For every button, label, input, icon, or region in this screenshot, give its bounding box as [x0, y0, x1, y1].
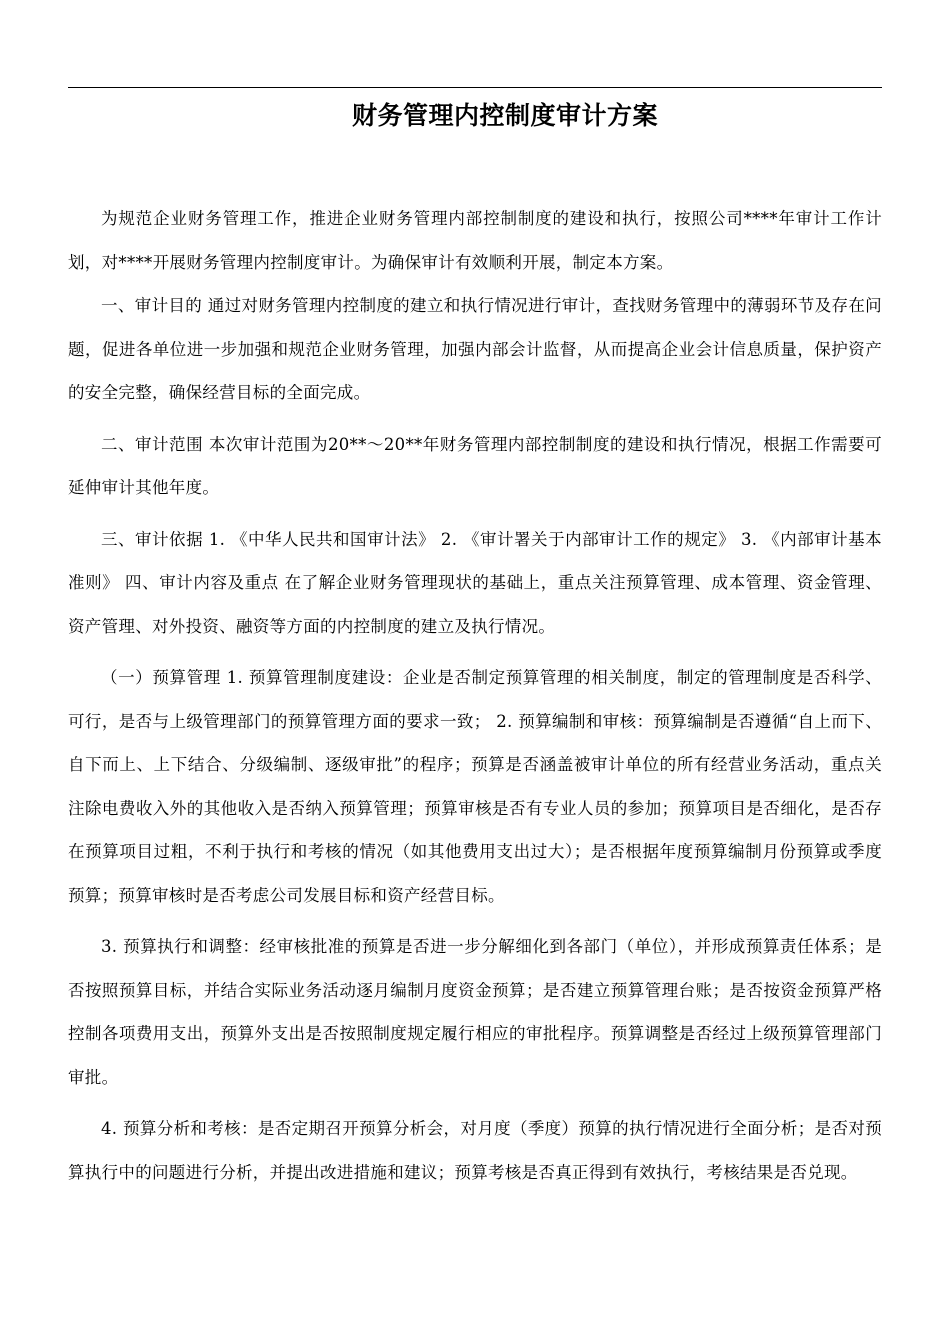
section-audit-basis: 三、审计依据 1. 《中华人民共和国审计法》 2. 《审计署关于内部审计工作的规定》 3. 《内部审计基本准则》 四、审计内容及重点 在了解企业财务管理现状的基础上，重点关注预算管理、成本管理、资金管理、资产管理、对外投资、融资等方面的内控制度的建立及执行情况。	[68, 529, 882, 636]
section-budget-execution: 3. 预算执行和调整：经审核批准的预算是否进一步分解细化到各部门（单位），并形成预算责任体系；是否按照预算目标，并结合实际业务活动逐月编制月度资金预算；是否建立预算管理台账；是否按资金预算严格控制各项费用支出，预算外支出是否按照制度规定履行相应的审批程序。预算调整是否经过上级预算管理部门审批。	[68, 937, 882, 1087]
section-budget-management: （一）预算管理 1. 预算管理制度建设：企业是否制定预算管理的相关制度，制定的管理制度是否科学、可行，是否与上级管理部门的预算管理方面的要求一致； 2. 预算编制和审核：预算编制是否遵循“自上而下、自下而上、上下结合、分级编制、逐级审批”的程序；预算是否涵盖被审计单位的所有经营业务活动，重点关注除电费收入外的其他收入是否纳入预算管理；预算审核是否有专业人员的参加；预算项目是否细化，是否存在预算项目过粗，不利于执行和考核的情况（如其他费用支出过大）；是否根据年度预算编制月份预算或季度预算；预算审核时是否考虑公司发展目标和资产经营目标。	[68, 668, 882, 905]
document-body	[68, 197, 882, 1202]
header-rule	[68, 87, 882, 88]
section-audit-scope: 二、审计范围 本次审计范围为20**～20**年财务管理内部控制制度的建设和执行情况，根据工作需要可延伸审计其他年度。	[68, 434, 882, 497]
document-title: 财务管理内控制度审计方案	[351, 101, 658, 130]
section-budget-analysis: 4. 预算分析和考核：是否定期召开预算分析会，对月度（季度）预算的执行情况进行全面分析；是否对预算执行中的问题进行分析，并提出改进措施和建议；预算考核是否真正得到有效执行，考核结果是否兑现。	[68, 1119, 882, 1182]
intro-paragraph: 为规范企业财务管理工作，推进企业财务管理内部控制制度的建设和执行，按照公司****年审计工作计划，对****开展财务管理内控制度审计。为确保审计有效顺利开展，制定本方案。	[68, 209, 882, 272]
section-audit-purpose: 一、审计目的 通过对财务管理内控制度的建立和执行情况进行审计，查找财务管理中的薄弱环节及存在问题，促进各单位进一步加强和规范企业财务管理，加强内部会计监督，从而提高企业会计信息质量，保护资产的安全完整，确保经营目标的全面完成。	[68, 296, 882, 402]
